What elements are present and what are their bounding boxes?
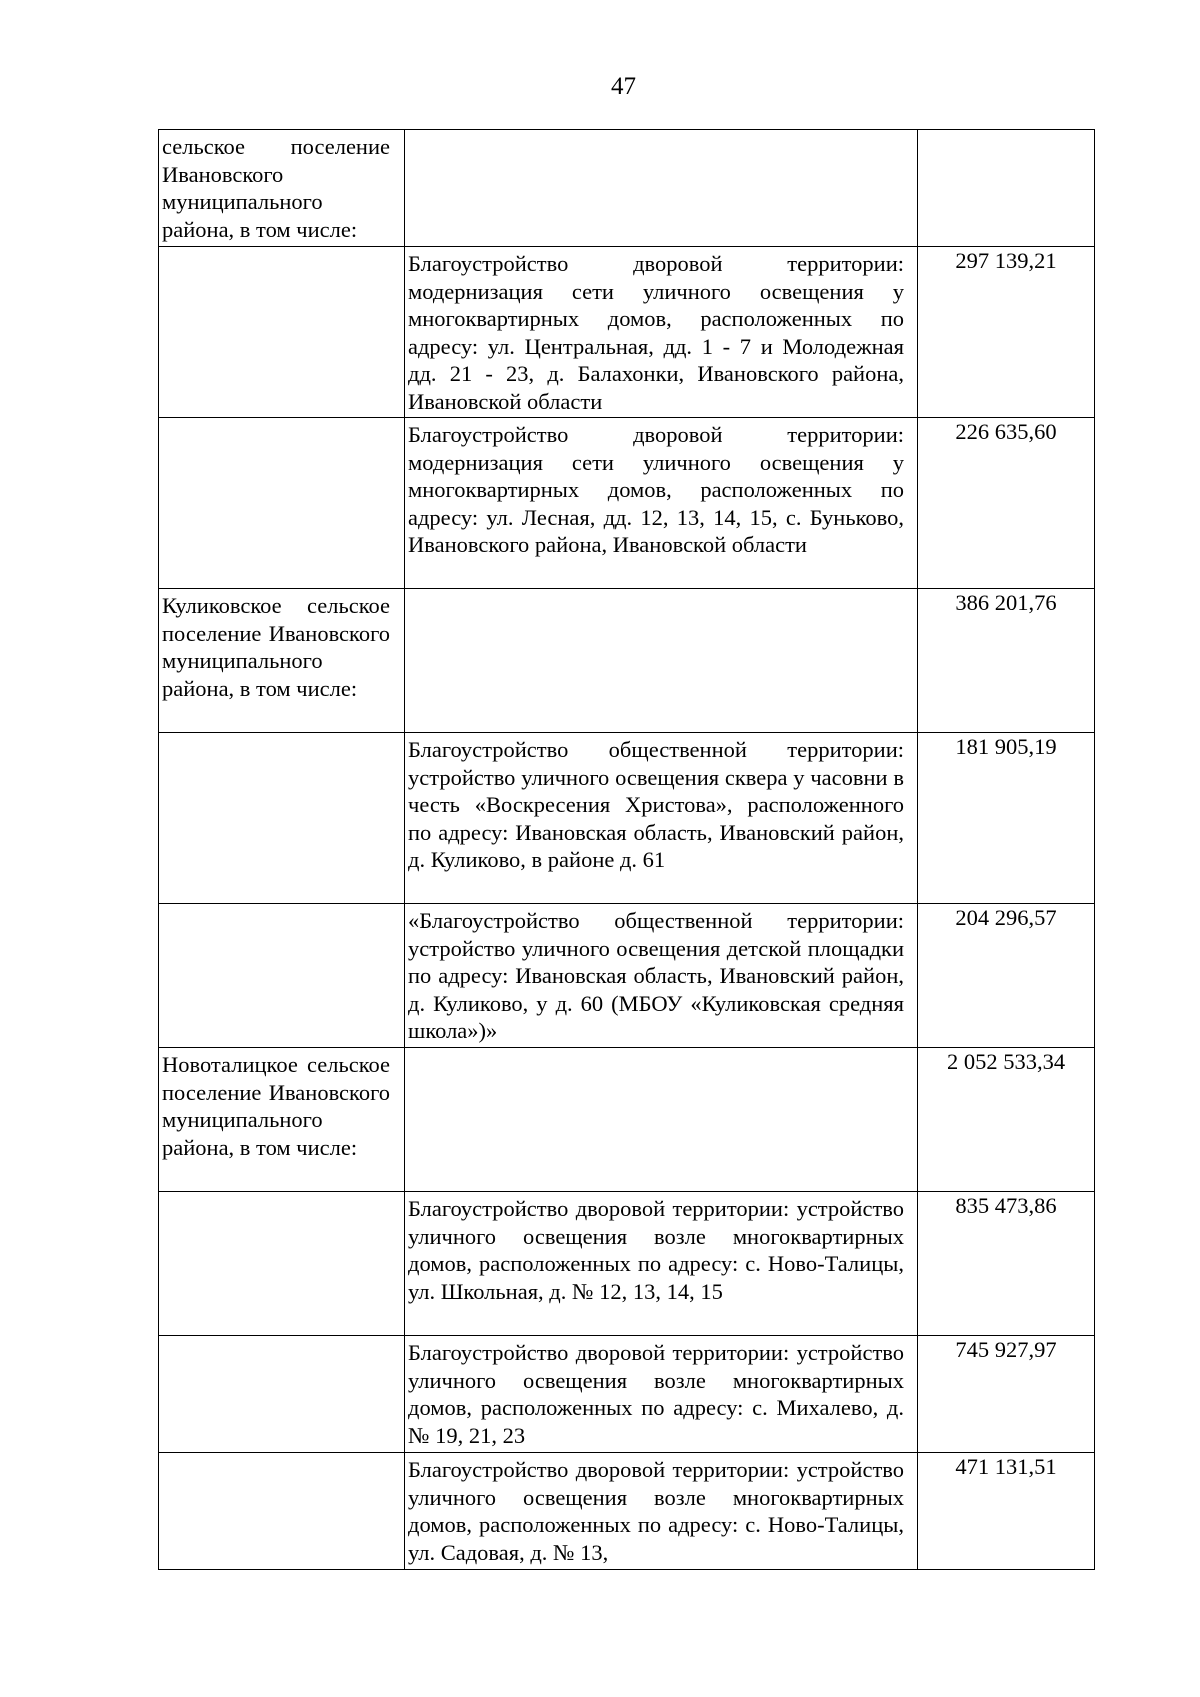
amount-cell [918, 130, 1095, 247]
municipality-name [159, 247, 404, 250]
amount-cell: 745 927,97 [918, 1336, 1095, 1453]
municipality-cell [159, 1336, 405, 1453]
municipality-cell [159, 130, 405, 247]
table-row [159, 733, 1095, 904]
municipality-cell [159, 589, 405, 733]
table-row [159, 418, 1095, 589]
description-text: Благоустройство дворовой территории: устройство уличного освещения возле многоквартирных домов, расположенных по адресу: с. Ново-Талицы, ул. Садовая, д. № 13, [408, 1457, 904, 1565]
municipality-name [159, 1192, 404, 1195]
description-text [405, 130, 917, 134]
municipality-cell [159, 1453, 405, 1570]
description-text: Благоустройство дворовой территории: модернизация сети уличного освещения у многоквартирных домов, расположенных по адресу: ул. Лесная, дд. 12, 13, 14, 15, с. Буньково, Ивановского района, Ивановской области [408, 422, 904, 558]
description-cell [405, 1453, 918, 1570]
municipality-name [159, 1336, 404, 1339]
table-row [159, 1192, 1095, 1336]
amount-cell: 226 635,60 [918, 418, 1095, 589]
municipality-cell [159, 247, 405, 418]
description-text: Благоустройство общественной территории: устройство уличного освещения сквера у часовни в честь «Воскресения Христова», расположенного по адресу: Ивановская область, Ивановский район, д. Куликово, в районе д. 61 [408, 737, 904, 873]
description-text [405, 589, 917, 593]
municipality-cell [159, 733, 405, 904]
amount-cell: 386 201,76 [918, 589, 1095, 733]
amount-cell: 835 473,86 [918, 1192, 1095, 1336]
municipality-cell [159, 418, 405, 589]
municipality-cell [159, 904, 405, 1048]
municipality-name [159, 733, 404, 736]
description-text: «Благоустройство общественной территории: устройство уличного освещения детской площадки по адресу: Ивановская область, Ивановский район, д. Куликово, у д. 60 (МБОУ «Куликовская средняя школа»)» [408, 908, 904, 1044]
description-cell [405, 418, 918, 589]
table-row [159, 1048, 1095, 1192]
table-row [159, 904, 1095, 1048]
description-cell [405, 1192, 918, 1336]
table-row [159, 1336, 1095, 1453]
table-row [159, 130, 1095, 247]
municipality-name [159, 1453, 404, 1456]
amount-cell: 297 139,21 [918, 247, 1095, 418]
amount-cell: 2 052 533,34 [918, 1048, 1095, 1192]
budget-table [158, 129, 1095, 1570]
description-cell [405, 733, 918, 904]
description-cell [405, 1336, 918, 1453]
description-text: Благоустройство дворовой территории: модернизация сети уличного освещения у многоквартирных домов, расположенных по адресу: ул. Центральная, дд. 1 - 7 и Молодежная дд. 21 - 23, д. Балахонки, Ивановского района, Ивановской области [408, 251, 904, 414]
municipality-cell [159, 1048, 405, 1192]
municipality-name [159, 904, 404, 907]
description-cell [405, 1048, 918, 1192]
table-row [159, 247, 1095, 418]
municipality-name [159, 418, 404, 421]
description-text: Благоустройство дворовой территории: устройство уличного освещения возле многоквартирных домов, расположенных по адресу: с. Ново-Талицы, ул. Школьная, д. № 12, 13, 14, 15 [408, 1196, 904, 1304]
description-cell [405, 130, 918, 247]
page-number: 47 [611, 73, 636, 100]
description-text: Благоустройство дворовой территории: устройство уличного освещения возле многоквартирных домов, расположенных по адресу: с. Михалево, д. № 19, 21, 23 [408, 1340, 904, 1448]
municipality-cell [159, 1192, 405, 1336]
description-cell [405, 904, 918, 1048]
municipality-name: сельское поселение Ивановского муниципального района, в том числе: [162, 134, 390, 242]
amount-cell: 181 905,19 [918, 733, 1095, 904]
municipality-name: Новоталицкое сельское поселение Ивановского муниципального района, в том числе: [162, 1052, 390, 1160]
description-text [405, 1048, 917, 1052]
description-cell [405, 589, 918, 733]
amount-cell: 204 296,57 [918, 904, 1095, 1048]
description-cell [405, 247, 918, 418]
table-row [159, 589, 1095, 733]
table-row [159, 1453, 1095, 1570]
amount-cell: 471 131,51 [918, 1453, 1095, 1570]
municipality-name: Куликовское сельское поселение Ивановского муниципального района, в том числе: [162, 593, 390, 701]
